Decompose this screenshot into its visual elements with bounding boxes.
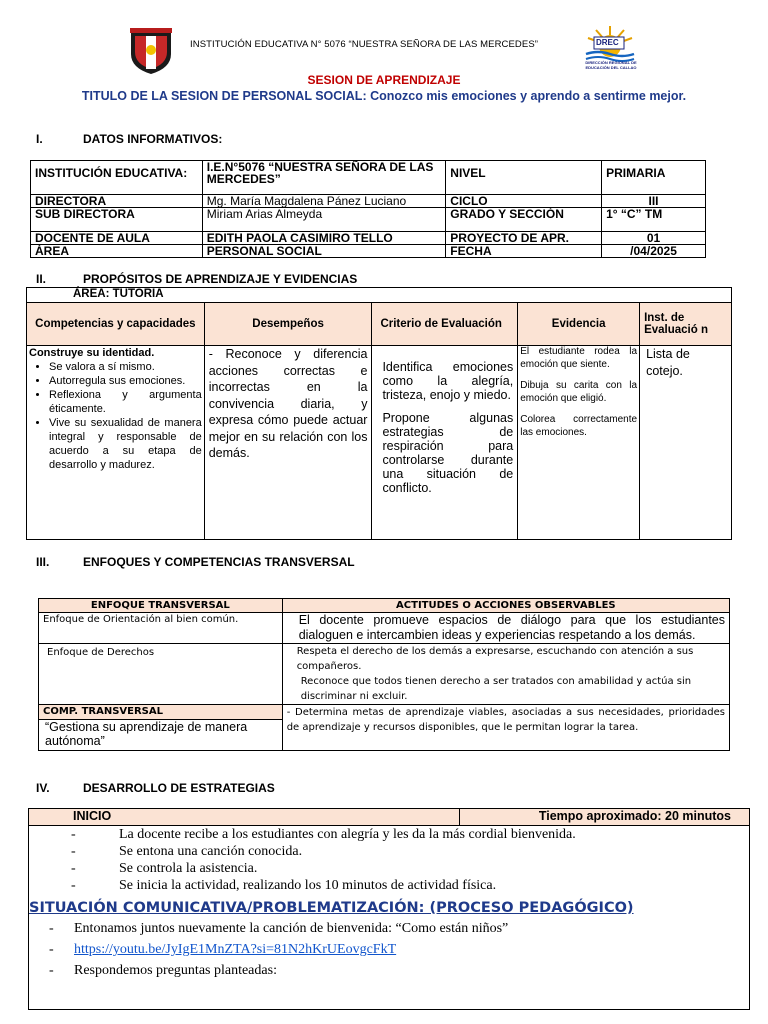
header-enfoque: ENFOQUE TRANSVERSAL: [39, 599, 283, 613]
comp-transversal-value: “Gestiona su aprendizaje de manera autónoma”: [45, 720, 248, 748]
value-subdirectora: Miriam Arias Almeyda: [202, 208, 446, 232]
enfoque-derechos: Enfoque de Derechos: [39, 644, 283, 705]
propositos-table: [26, 287, 732, 540]
situacion-item: - Respondemos preguntas planteadas:: [49, 963, 277, 978]
value-ciclo: III: [602, 195, 706, 208]
section-label: DATOS INFORMATIVOS:: [83, 132, 223, 146]
key-subdirectora: SUB DIRECTORA: [31, 208, 203, 232]
key-area: ÁREA: [31, 245, 203, 258]
inicio-label: INICIO: [29, 809, 460, 826]
situacion-heading: SITUACIÓN COMUNICATIVA/PROBLEMATIZACIÓN: (PROCESO PEDAGÓGICO): [29, 900, 634, 916]
key-grado: GRADO Y SECCIÓN: [446, 208, 602, 232]
session-subtitle: TITULO DE LA SESION DE PERSONAL SOCIAL: Conozco mis emociones y aprendo a sentirme mejor.: [81, 89, 687, 103]
inicio-item: - La docente recibe a los estudiantes con alegría y les da la más cordial bienvenida.: [71, 827, 576, 842]
competencia-title: Construye su identidad.: [29, 347, 155, 359]
criterio-item: Identifica emociones como la alegría, tristeza, enojo y miedo.: [382, 360, 514, 402]
comp-transversal-label: COMP. TRANSVERSAL: [39, 705, 282, 720]
key-ciclo: CICLO: [446, 195, 602, 208]
key-institucion: INSTITUCIÓN EDUCATIVA:: [31, 161, 203, 195]
key-proyecto: PROYECTO DE APR.: [446, 232, 602, 245]
value-docente: EDITH PAOLA CASIMIRO TELLO: [202, 232, 446, 245]
datos-informativos-table: [30, 160, 706, 258]
key-directora: DIRECTORA: [31, 195, 203, 208]
section-number: II.: [36, 272, 47, 286]
session-title: SESION DE APRENDIZAJE: [307, 73, 461, 87]
section-2-heading: [36, 272, 536, 286]
section-label: DESARROLLO DE ESTRATEGIAS: [83, 781, 275, 795]
header-desempenos: Desempeños: [204, 303, 372, 346]
header-instrumento: Inst. de Evaluació n: [640, 303, 732, 346]
comp-transversal-action: - Determina metas de aprendizaje viables, asociadas a sus necesidades, prioridades de aprendizaje y recursos disponibles, que le permitan lograr la tarea.: [282, 705, 729, 751]
actitud-item: Reconoce que todos tienen derecho a ser tratados con amabilidad y actúa sin discriminar ni excluir.: [300, 676, 692, 702]
inicio-item: - Se entona una canción conocida.: [71, 844, 303, 859]
inicio-item: - Se controla la asistencia.: [71, 861, 258, 876]
evidencia-item: El estudiante rodea la emoción que siente.: [520, 346, 638, 370]
criterio-cell: [372, 346, 518, 540]
tiempo-label: Tiempo aproximado: 20 minutos: [460, 809, 750, 826]
value-proyecto: 01: [602, 232, 706, 245]
evidencia-cell: [518, 346, 640, 540]
estrategias-table: [28, 808, 750, 1010]
header-criterio: Criterio de Evaluación: [372, 303, 518, 346]
actitud-derechos: [282, 644, 729, 705]
section-number: III.: [36, 555, 50, 569]
inicio-content: [29, 826, 750, 1010]
actitud-bien-comun: El docente promueve espacios de diálogo para que los estudiantes dialoguen e intercambien ideas y experiencias respetando a los demás.: [282, 613, 729, 644]
value-institucion: I.E.N°5076 “NUESTRA SEÑORA DE LAS MERCEDES”: [202, 161, 446, 195]
key-nivel: NIVEL: [446, 161, 602, 195]
evidencia-item: Dibuja su carita con la emoción que eligió.: [520, 380, 638, 404]
drec-logo-text: DREC: [596, 38, 619, 47]
header-evidencia: Evidencia: [518, 303, 640, 346]
actitud-item: Respeta el derecho de los demás a expresarse, escuchando con atención a sus compañeros.: [296, 646, 694, 672]
capacidad-item: • Autorregula sus emociones.: [49, 374, 202, 388]
situacion-item: - https://youtu.be/JyIgE1MnZTA?si=81N2hKrUEovgcFkT: [49, 942, 397, 957]
desempeno-cell: - Reconoce y diferencia acciones correctas e incorrectas en la convivencia diaria, y expresa cómo puede actuar mejor en su relación con los demás.: [204, 346, 372, 540]
institution-header: INSTITUCIÓN EDUCATIVA N° 5076 “NUESTRA SEÑORA DE LAS MERCEDES”: [190, 39, 539, 50]
value-grado: 1° “C” TM: [602, 208, 706, 232]
drec-caption: DIRECCIÓN REGIONAL DE EDUCACIÓN DEL CALLAO: [585, 60, 637, 70]
comp-transversal-cell: [39, 705, 283, 751]
youtube-link[interactable]: https://youtu.be/JyIgE1MnZTA?si=81N2hKrUEovgcFkT: [74, 942, 397, 957]
enfoque-bien-comun: Enfoque de Orientación al bien común.: [39, 613, 283, 644]
section-label: ENFOQUES Y COMPETENCIAS TRANSVERSAL: [83, 555, 355, 569]
value-directora: Mg. María Magdalena Pánez Luciano: [202, 195, 446, 208]
situacion-item: - Entonamos juntos nuevamente la canción de bienvenida: “Como están niños”: [49, 921, 509, 936]
value-nivel: PRIMARIA: [602, 161, 706, 195]
evidencia-item: Colorea correctamente las emociones.: [520, 414, 638, 438]
instrumento-cell: Lista de cotejo.: [640, 346, 732, 540]
area-tutoria: ÁREA: TUTORIA: [27, 288, 732, 303]
section-number: IV.: [36, 781, 50, 795]
section-label: PROPÓSITOS DE APRENDIZAJE Y EVIDENCIAS: [83, 272, 358, 286]
capacidad-item: • Reflexiona y argumenta éticamente.: [49, 388, 202, 416]
value-area: PERSONAL SOCIAL: [202, 245, 446, 258]
inicio-item: - Se inicia la actividad, realizando los 10 minutos de actividad física.: [71, 878, 497, 893]
key-docente: DOCENTE DE AULA: [31, 232, 203, 245]
competencias-cell: [27, 346, 205, 540]
value-fecha: /04/2025: [602, 245, 706, 258]
section-3-heading: [36, 555, 536, 569]
capacidad-item: • Se valora a sí mismo.: [49, 360, 202, 374]
capacidad-item: • Vive su sexualidad de manera integral y responsable de acuerdo a su etapa de desarrollo y madurez.: [49, 416, 202, 472]
header-competencias: Competencias y capacidades: [27, 303, 205, 346]
header-actitudes: ACTITUDES O ACCIONES OBSERVABLES: [282, 599, 729, 613]
criterio-item: Propone algunas estrategias de respiración para controlarse durante una situación de conflicto.: [382, 411, 514, 495]
school-shield-logo: [128, 28, 174, 76]
section-1-heading: [36, 132, 436, 146]
key-fecha: FECHA: [446, 245, 602, 258]
enfoques-table: [38, 598, 730, 751]
section-number: I.: [36, 132, 43, 146]
section-4-heading: [36, 781, 536, 795]
